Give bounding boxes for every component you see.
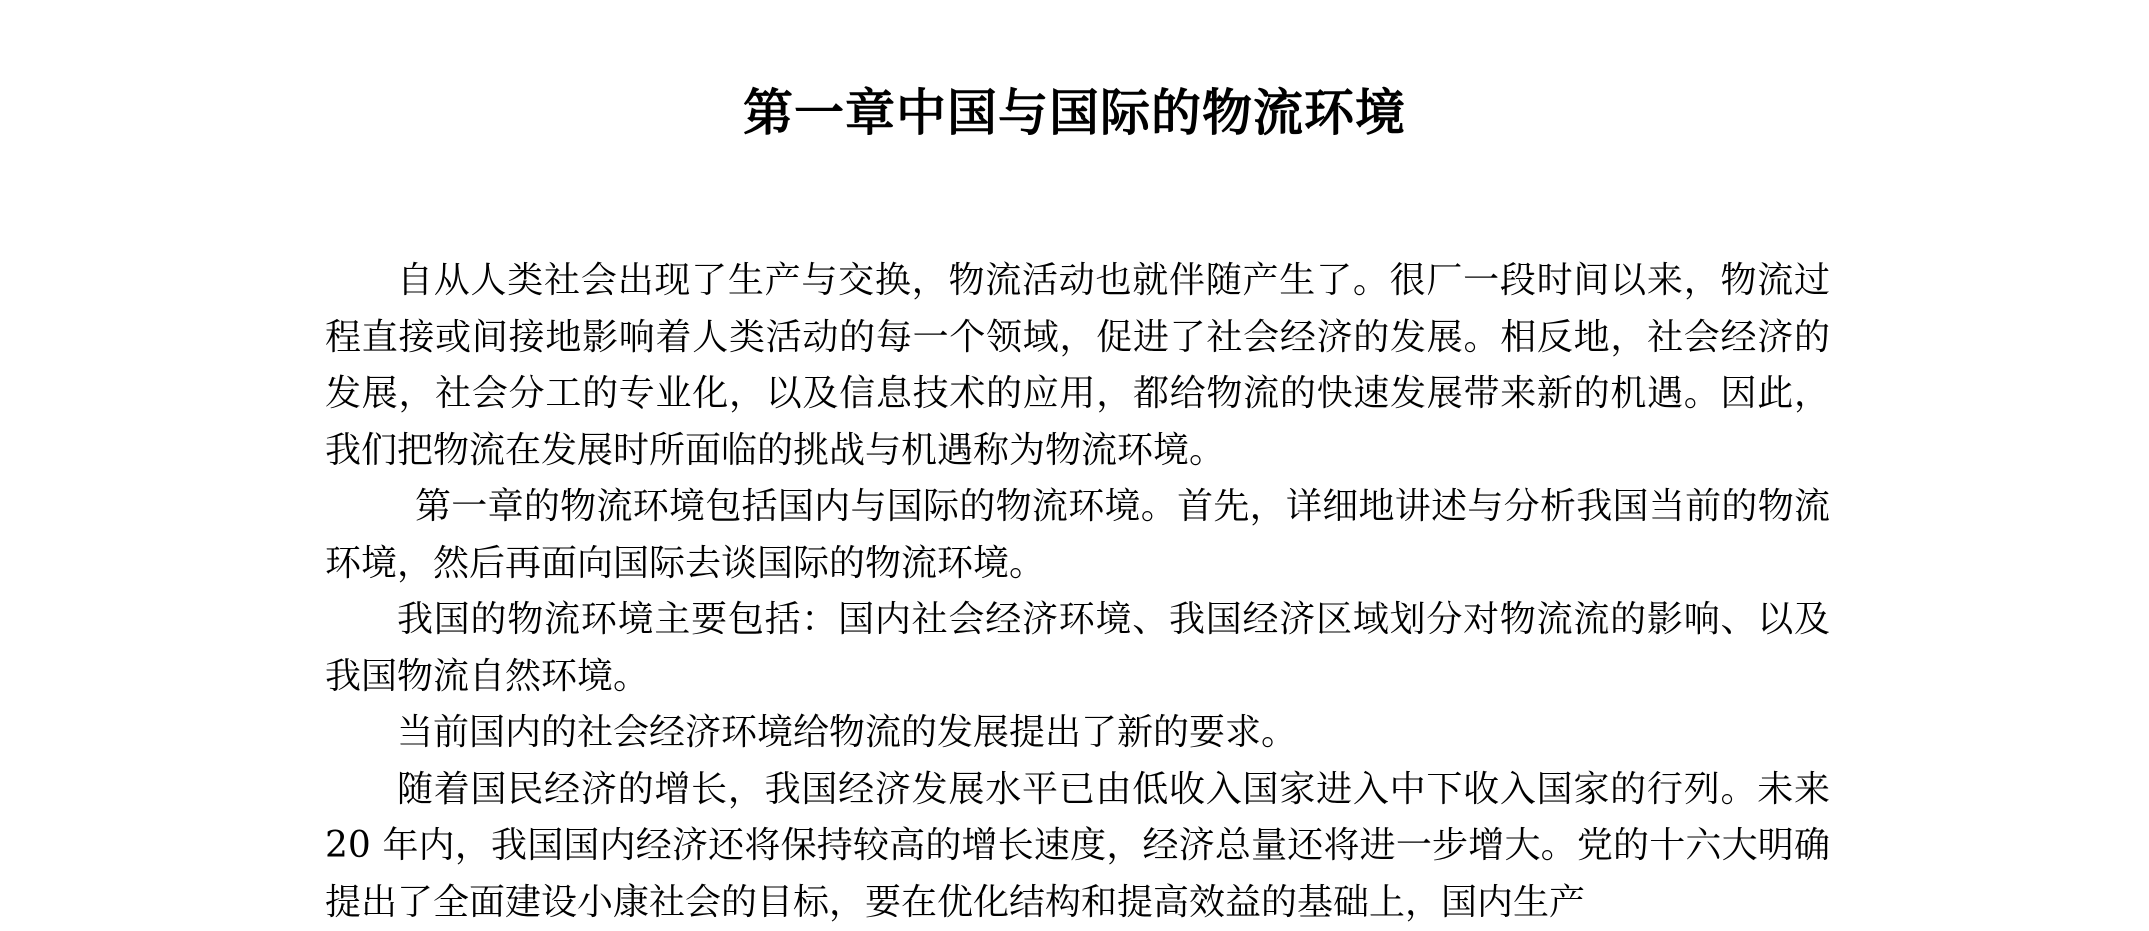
paragraph-economic-growth: 随着国民经济的增长，我国经济发展水平已由低收入国家进入中下收入国家的行列。未来 20 年内，我国国内经济还将保持较高的增长速度，经济总量还将进一步增大。党的十六大明确提出了全面建设小康社会的目标，要在优化结构和提高效益的基础上，国内生产 xyxy=(325,762,1830,931)
paragraph-domestic-environment: 我国的物流环境主要包括：国内社会经济环境、我国经济区域划分对物流流的影响、以及我国物流自然环境。 xyxy=(325,592,1830,705)
paragraph-intro: 自从人类社会出现了生产与交换，物流活动也就伴随产生了。很厂一段时间以来，物流过程直接或间接地影响着人类活动的每一个领域，促进了社会经济的发展。相反地，社会经济的发展，社会分工的专业化，以及信息技术的应用，都给物流的快速发展带来新的机遇。因此，我们把物流在发展时所面临的挑战与机遇称为物流环境。 xyxy=(325,253,1830,479)
body-text xyxy=(325,253,1830,931)
paragraph-new-requirements: 当前国内的社会经济环境给物流的发展提出了新的要求。 xyxy=(325,705,1830,762)
chapter-title: 第一章中国与国际的物流环境 xyxy=(0,78,2149,148)
paragraph-chapter-scope: 第一章的物流环境包括国内与国际的物流环境。首先，详细地讲述与分析我国当前的物流环境，然后再面向国际去谈国际的物流环境。 xyxy=(325,479,1830,592)
